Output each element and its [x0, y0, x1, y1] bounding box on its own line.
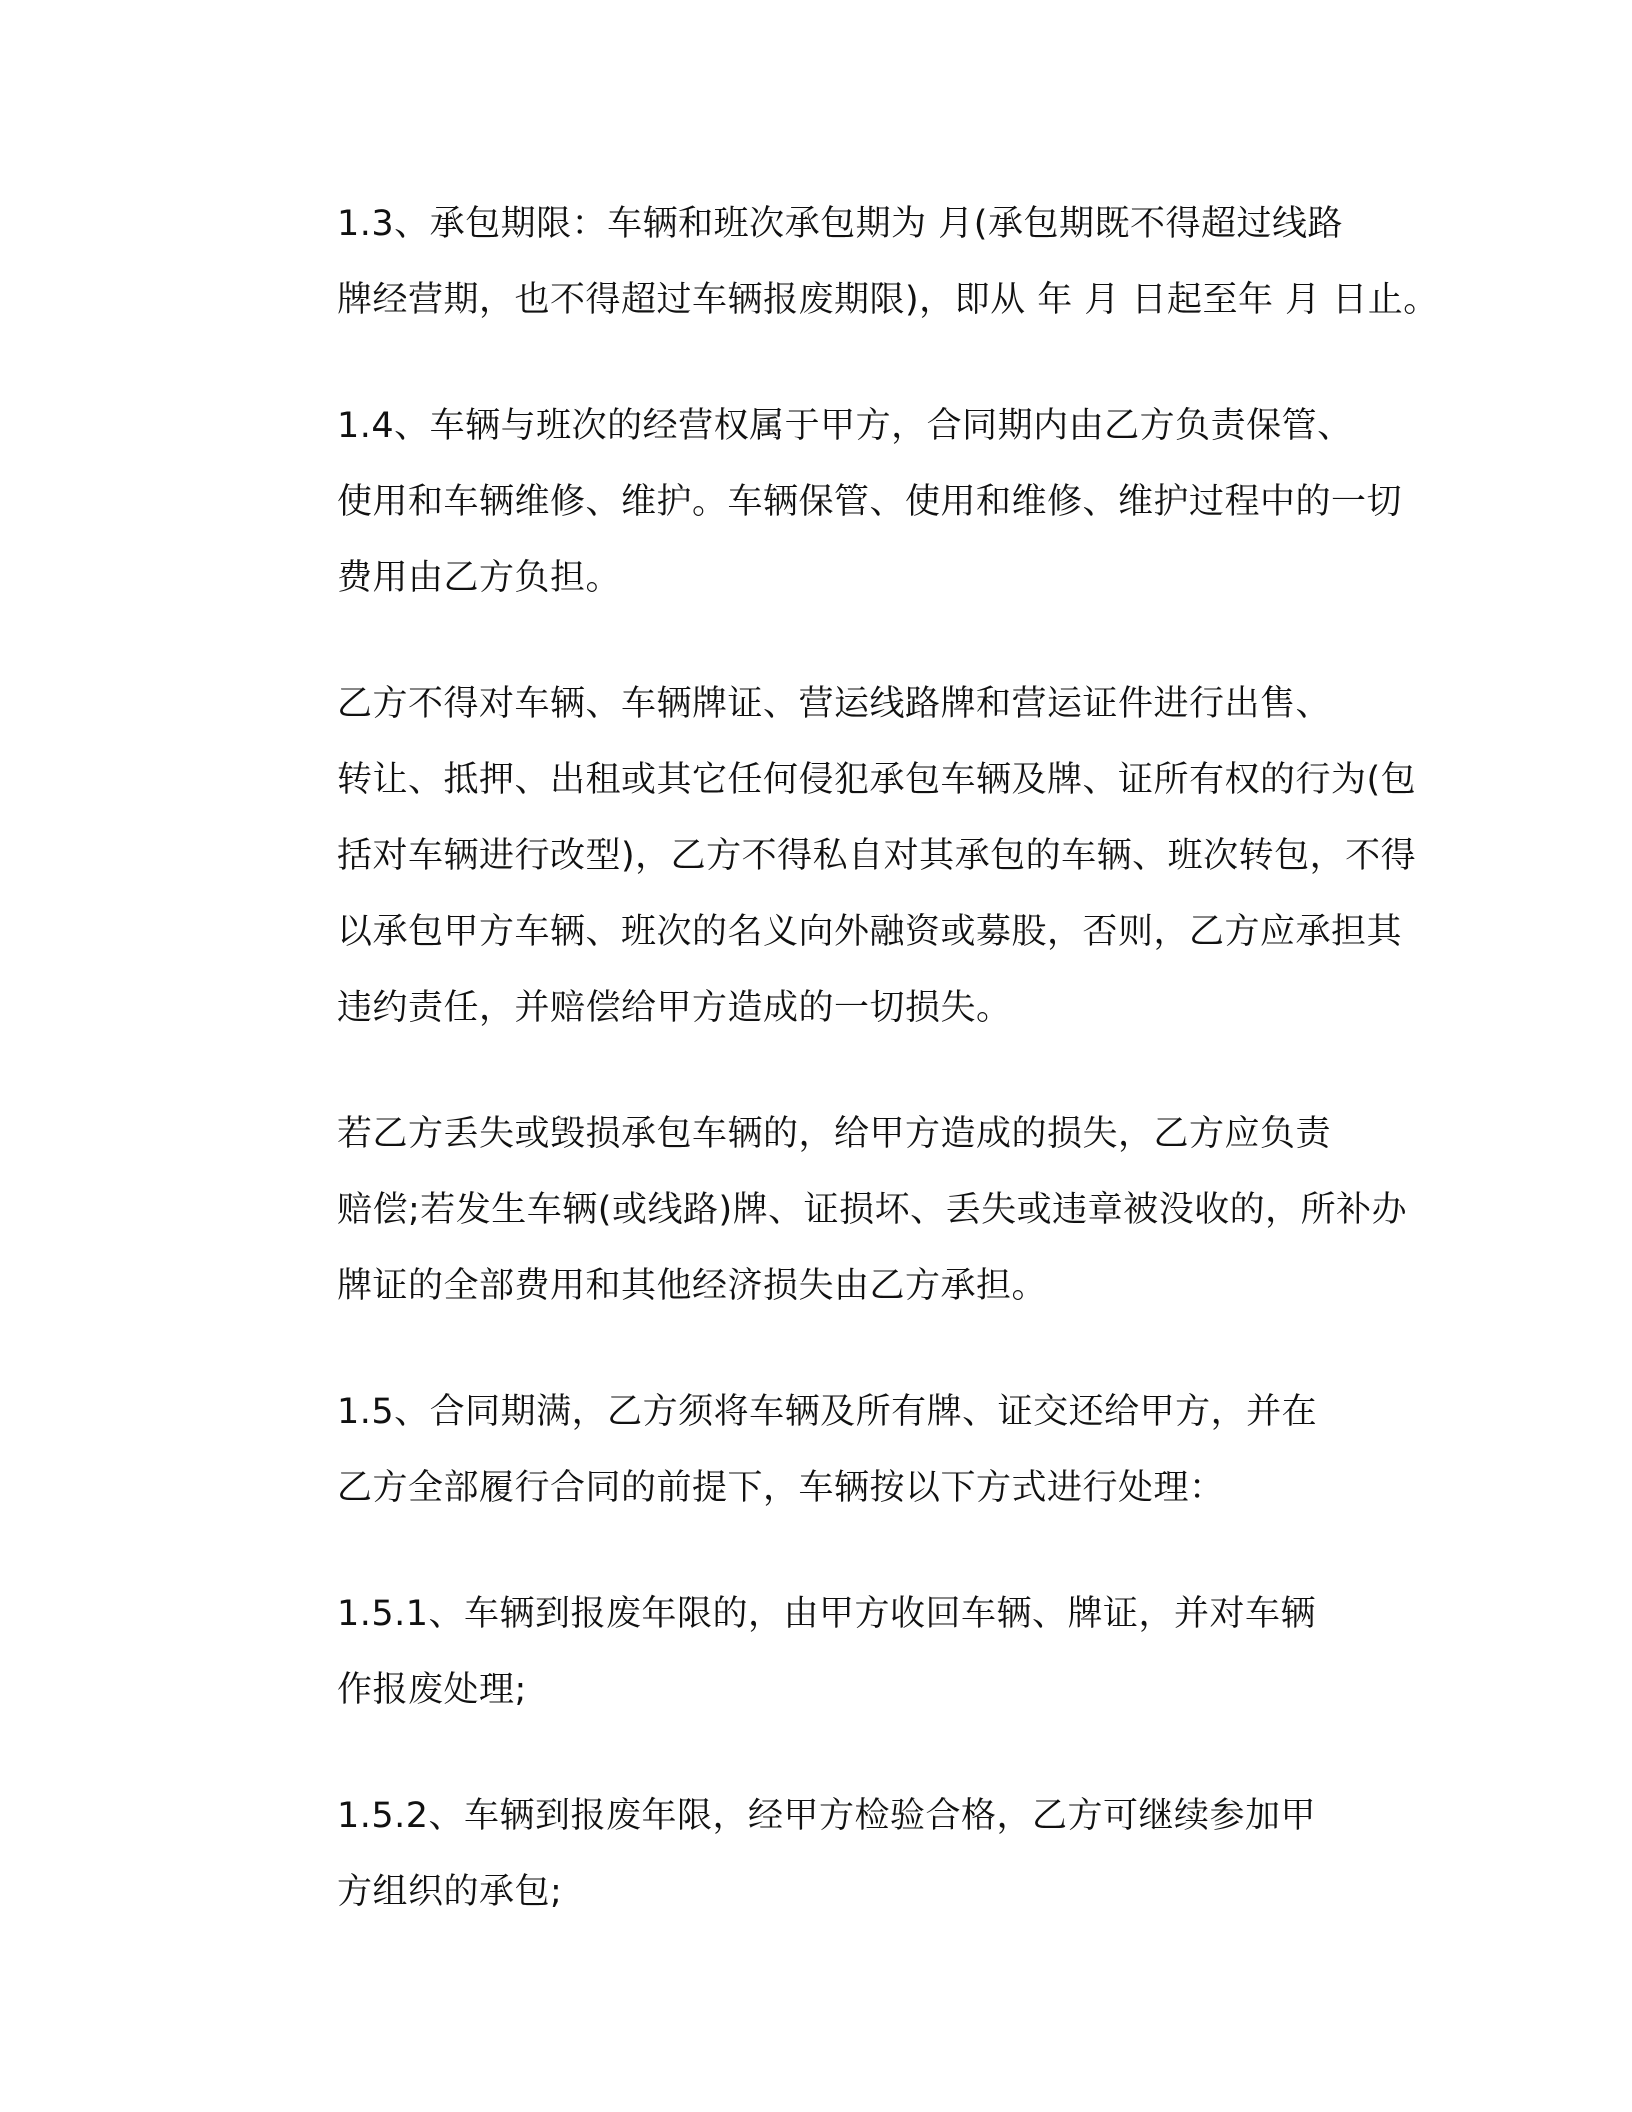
- clause-1-3: [240, 186, 1439, 338]
- text-line: 费用由乙方负担。: [337, 558, 622, 598]
- text-line: 赔偿;若发生车辆(或线路)牌、证损坏、丢失或违章被没收的，所补办: [337, 1190, 1408, 1230]
- clause-prohibition: [240, 666, 1417, 1046]
- clause-1-5: [240, 1374, 1400, 1526]
- text-line: 1.4、车辆与班次的经营权属于甲方，合同期内由乙方负责保管、: [337, 406, 1353, 446]
- clause-1-5-2: [240, 1778, 1400, 1930]
- text-line: 乙方不得对车辆、车辆牌证、营运线路牌和营运证件进行出售、: [337, 684, 1332, 724]
- text-line: 以承包甲方车辆、班次的名义向外融资或募股，否则，乙方应承担其: [337, 912, 1403, 952]
- text-line: 若乙方丢失或毁损承包车辆的，给甲方造成的损失，乙方应负责: [337, 1114, 1332, 1154]
- text-line: 作报废处理;: [337, 1670, 527, 1710]
- text-line: 转让、抵押、出租或其它任何侵犯承包车辆及牌、证所有权的行为(包: [337, 760, 1417, 800]
- text-line: 1.5.1、车辆到报废年限的，由甲方收回车辆、牌证，并对车辆: [337, 1594, 1317, 1634]
- text-line: 1.5、合同期满，乙方须将车辆及所有牌、证交还给甲方，并在: [337, 1392, 1318, 1432]
- text-line: 括对车辆进行改型)，乙方不得私自对其承包的车辆、班次转包，不得: [337, 836, 1417, 876]
- text-line: 1.5.2、车辆到报废年限，经甲方检验合格，乙方可继续参加甲: [337, 1796, 1317, 1836]
- text-line: 牌经营期，也不得超过车辆报废期限)，即从 年 月 日起至年 月 日止。: [337, 280, 1439, 320]
- text-line: 1.3、承包期限：车辆和班次承包期为 月(承包期既不得超过线路: [337, 204, 1343, 244]
- clause-loss-compensation: [240, 1096, 1408, 1324]
- text-line: 乙方全部履行合同的前提下，车辆按以下方式进行处理：: [337, 1468, 1225, 1508]
- clause-1-5-1: [240, 1576, 1400, 1728]
- text-line: 方组织的承包;: [337, 1872, 563, 1912]
- clause-1-4: [240, 388, 1403, 616]
- text-line: 使用和车辆维修、维护。车辆保管、使用和维修、维护过程中的一切: [337, 482, 1403, 522]
- text-line: 牌证的全部费用和其他经济损失由乙方承担。: [337, 1266, 1048, 1306]
- document-body: [240, 186, 1439, 1930]
- text-line: 违约责任，并赔偿给甲方造成的一切损失。: [337, 988, 1012, 1028]
